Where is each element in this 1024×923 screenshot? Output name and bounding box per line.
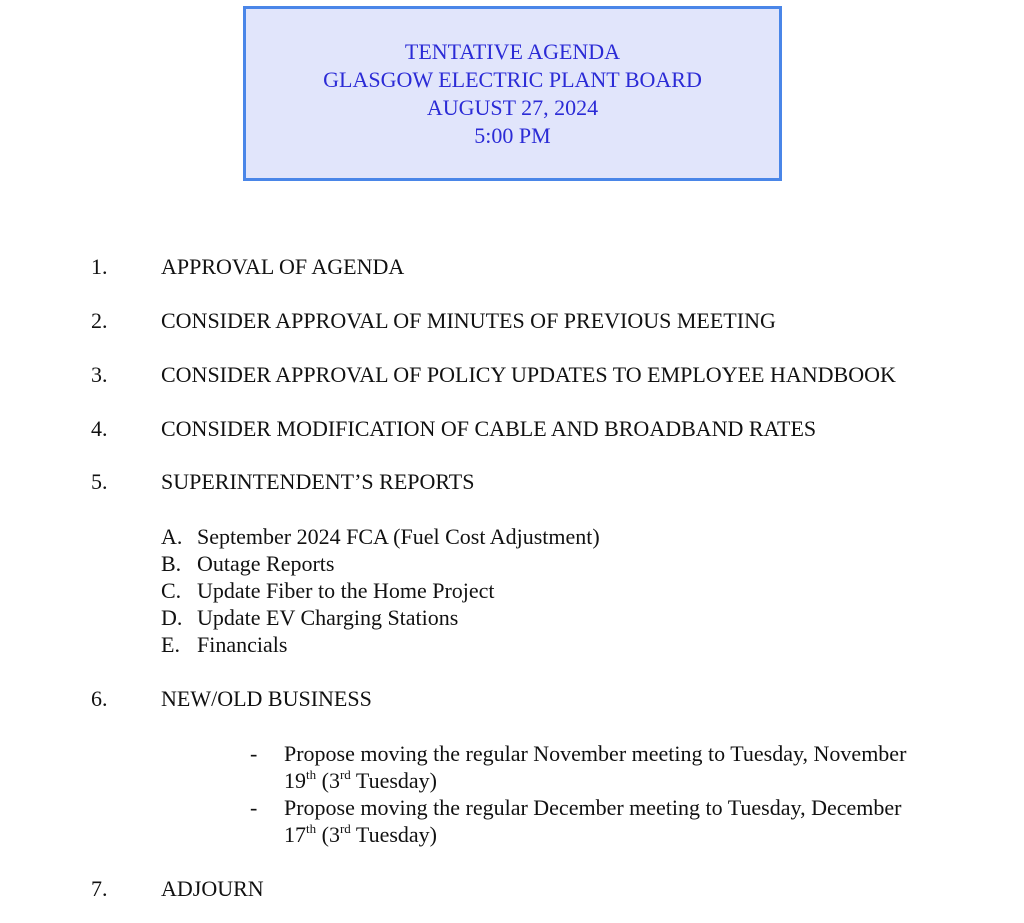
agenda-item-number: 1. [91,254,108,279]
meeting-date: AUGUST 27, 2024 [426,94,599,120]
agenda-item-number: 7. [91,876,108,901]
business-item-1-line2 [284,767,437,794]
business-ordinal: (3 [316,822,340,847]
organization-name: GLASGOW ELECTRIC PLANT BOARD [323,66,702,92]
business-tail: Tuesday) [350,768,437,793]
report-letter: D. [161,605,183,630]
business-ordinal-suffix: rd [339,767,351,782]
agenda-item-number: 4. [91,416,108,441]
agenda-item-label: CONSIDER MODIFICATION OF CABLE AND BROADBAND RATES [161,416,817,441]
business-bullet: - [250,741,258,766]
business-day: 17 [284,822,306,847]
business-item-1-line1: Propose moving the regular November meeting to Tuesday, November [284,741,907,766]
agenda-header-box [243,6,782,181]
report-item-d [161,604,458,631]
report-letter: E. [161,632,180,657]
business-day: 19 [284,768,306,793]
business-day-suffix: th [306,821,317,836]
report-text: Outage Reports [197,551,335,576]
agenda-item-label: APPROVAL OF AGENDA [161,254,405,279]
business-ordinal: (3 [316,768,340,793]
agenda-item-label: CONSIDER APPROVAL OF POLICY UPDATES TO EMPLOYEE HANDBOOK [161,362,896,387]
report-text: Update EV Charging Stations [197,605,459,630]
report-letter: C. [161,578,182,603]
agenda-item-label: ADJOURN [161,876,264,901]
business-bullet: - [250,795,258,820]
agenda-item-label: NEW/OLD BUSINESS [161,686,372,711]
business-item-2-line2 [284,821,437,848]
report-text: September 2024 FCA (Fuel Cost Adjustment) [197,524,600,549]
agenda-item-label: SUPERINTENDENT’S REPORTS [161,469,475,494]
agenda-item-number: 5. [91,469,108,494]
meeting-time: 5:00 PM [474,122,551,148]
agenda-title: TENTATIVE AGENDA [404,38,621,64]
report-item-c [161,577,495,604]
report-letter: B. [161,551,182,576]
report-item-b [161,550,334,577]
agenda-item-number: 6. [91,686,108,711]
report-letter: A. [161,524,183,549]
agenda-item-label: CONSIDER APPROVAL OF MINUTES OF PREVIOUS MEETING [161,308,776,333]
report-item-e [161,631,287,658]
business-ordinal-suffix: rd [339,821,351,836]
report-item-a [161,523,600,550]
agenda-item-number: 2. [91,308,108,333]
business-tail: Tuesday) [350,822,437,847]
business-day-suffix: th [306,767,317,782]
report-text: Update Fiber to the Home Project [197,578,495,603]
report-text: Financials [197,632,288,657]
business-item-2-line1: Propose moving the regular December meeting to Tuesday, December [284,795,902,820]
agenda-item-number: 3. [91,362,108,387]
